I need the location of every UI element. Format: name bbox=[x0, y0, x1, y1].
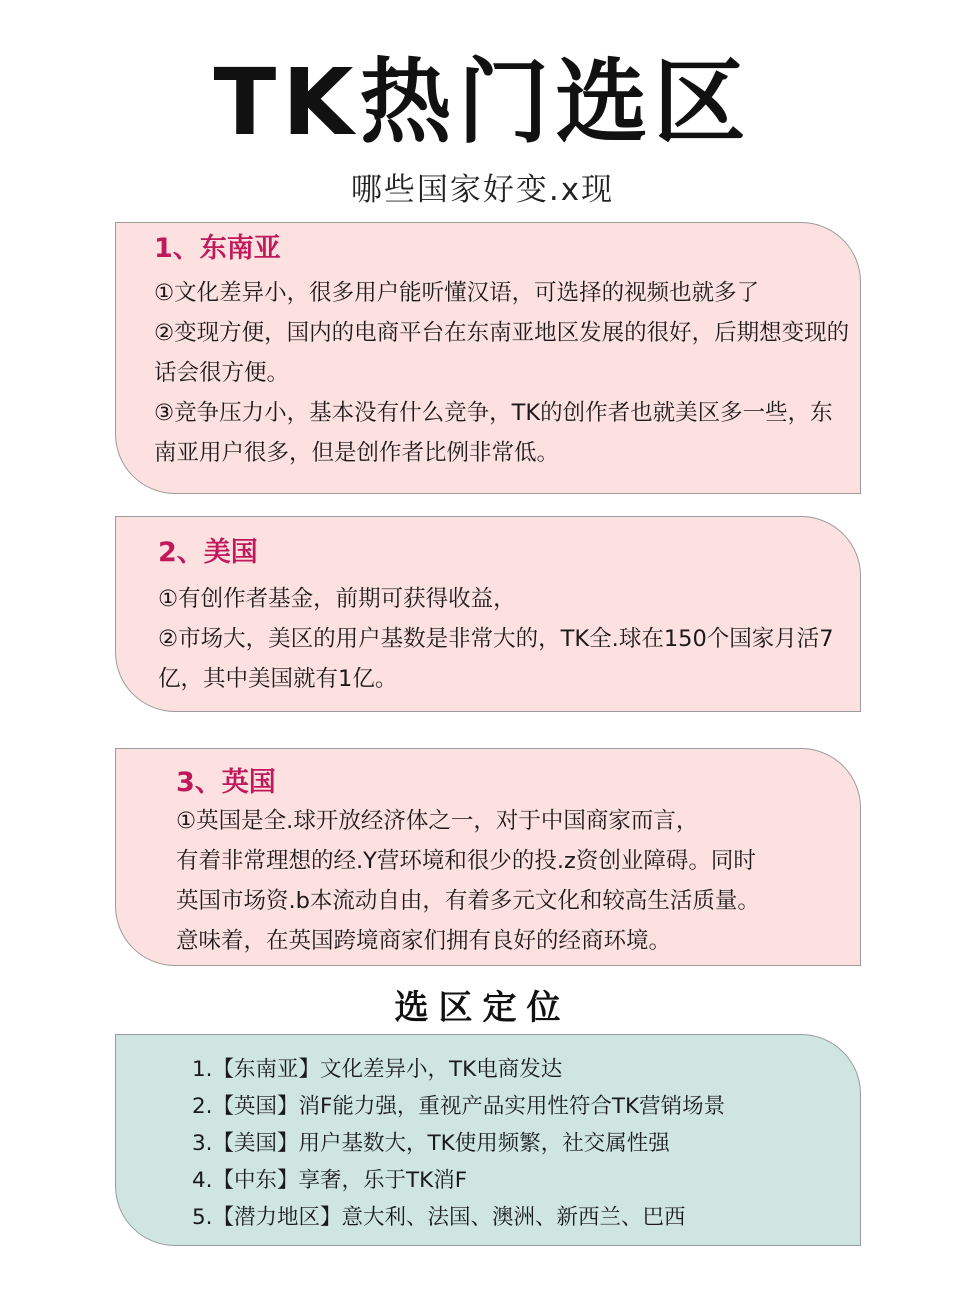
section-heading: 1、东南亚 bbox=[154, 233, 281, 264]
section-line: ②变现方便，国内的电商平台在东南亚地区发展的很好，后期想变现的话会很方便。 bbox=[154, 320, 850, 386]
section-line: ①有创作者基金，前期可获得收益， bbox=[158, 586, 516, 612]
list-item: 2.【英国】消F能力强，重视产品实用性符合TK营销场景 bbox=[192, 1094, 726, 1119]
list-item: 3.【美国】用户基数大，TK使用频繁，社交属性强 bbox=[192, 1131, 670, 1156]
section-line: 意味着，在英国跨境商家们拥有良好的经商环境。 bbox=[176, 928, 672, 954]
list-item: 4.【中东】享奢，乐于TK消F bbox=[192, 1168, 468, 1193]
section-card-usa bbox=[115, 516, 861, 712]
page-subtitle: 哪些国家好变.x现 bbox=[350, 172, 615, 208]
section-body bbox=[158, 579, 848, 699]
page-title: TK热门选区 bbox=[213, 49, 752, 156]
section-body bbox=[176, 801, 846, 961]
section-card-southeast-asia bbox=[115, 222, 861, 494]
list-item: 5.【潜力地区】意大利、法国、澳洲、新西兰、巴西 bbox=[192, 1205, 686, 1230]
section-line: 英国市场资.b本流动自由，有着多元文化和较高生活质量。 bbox=[176, 888, 760, 914]
positioning-title: 选区定位 bbox=[394, 988, 571, 1028]
list-item: 1.【东南亚】文化差异小，TK电商发达 bbox=[192, 1057, 563, 1082]
section-line: ②市场大，美区的用户基数是非常大的，TK全.球在150个国家月活7亿，其中美国就有1亿。 bbox=[158, 626, 834, 692]
section-line: ③竞争压力小，基本没有什么竞争，TK的创作者也就美区多一些，东南亚用户很多，但是创作者比例非常低。 bbox=[154, 400, 833, 466]
section-body bbox=[154, 273, 854, 473]
section-heading: 2、美国 bbox=[158, 537, 258, 568]
section-line: 有着非常理想的经.Y营环境和很少的投.z资创业障碍。同时 bbox=[176, 848, 756, 874]
section-card-uk bbox=[115, 748, 861, 966]
section-heading: 3、英国 bbox=[176, 767, 276, 798]
section-line: ①英国是全.球开放经济体之一，对于中国商家而言， bbox=[176, 808, 699, 834]
positioning-list bbox=[192, 1051, 725, 1236]
positioning-card bbox=[115, 1034, 861, 1246]
section-line: ①文化差异小，很多用户能听懂汉语，可选择的视频也就多了 bbox=[154, 280, 760, 306]
